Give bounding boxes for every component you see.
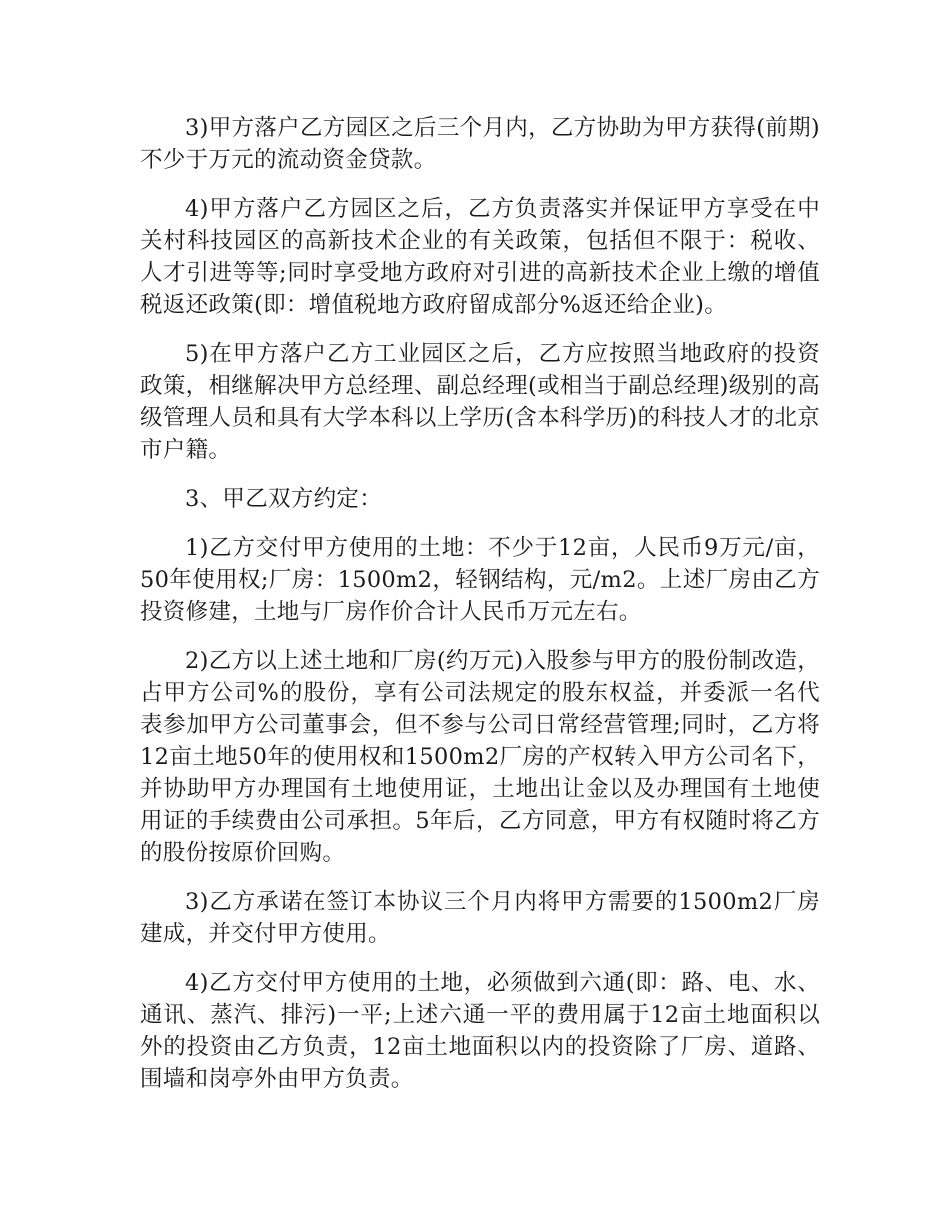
paragraph-clause-3-3: 3)甲方落户乙方园区之后三个月内，乙方协助为甲方获得(前期)不少于万元的流动资金贷款。 (140, 115, 820, 173)
paragraph-agreement-1: 1)乙方交付甲方使用的土地：不少于12亩，人民币9万元/亩，50年使用权;厂房：1500m2，轻钢结构，元/m2。上述厂房由乙方投资修建，土地与厂房作价合计人民币万元左右。 (140, 535, 820, 625)
document-body (140, 112, 820, 1112)
section-heading-mutual-agreement: 3、甲乙双方约定： (185, 486, 383, 512)
paragraph-clause-3-5: 5)在甲方落户乙方工业园区之后，乙方应按照当地政府的投资政策，相继解决甲方总经理、副总经理(或相当于副总经理)级别的高级管理人员和具有大学本科以上学历(含本科学历)的科技人才的北京市户籍。 (140, 341, 820, 463)
paragraph-agreement-2: 2)乙方以上述土地和厂房(约万元)入股参与甲方的股份制改造，占甲方公司%的股份，享有公司法规定的股东权益，并委派一名代表参加甲方公司董事会，但不参与公司日常经营管理;同时，乙方将12亩土地50年的使用权和1500m2厂房的产权转入甲方公司名下，并协助甲方办理国有土地使用证，土地出让金以及办理国有土地使用证的手续费由公司承担。5年后，乙方同意，甲方有权随时将乙方的股份按原价回购。 (140, 648, 820, 866)
paragraph-agreement-4: 4)乙方交付甲方使用的土地，必须做到六通(即：路、电、水、通讯、蒸汽、排污)一平;上述六通一平的费用属于12亩土地面积以外的投资由乙方负责，12亩土地面积以内的投资除了厂房、道路、围墙和岗亭外由甲方负责。 (140, 970, 820, 1092)
paragraph-agreement-3: 3)乙方承诺在签订本协议三个月内将甲方需要的1500m2厂房建成，并交付甲方使用。 (140, 889, 820, 947)
paragraph-clause-3-4: 4)甲方落户乙方园区之后，乙方负责落实并保证甲方享受在中关村科技园区的高新技术企业的有关政策，包括但不限于：税收、人才引进等等;同时享受地方政府对引进的高新技术企业上缴的增值税返还政策(即：增值税地方政府留成部分%返还给企业)。 (140, 196, 820, 318)
